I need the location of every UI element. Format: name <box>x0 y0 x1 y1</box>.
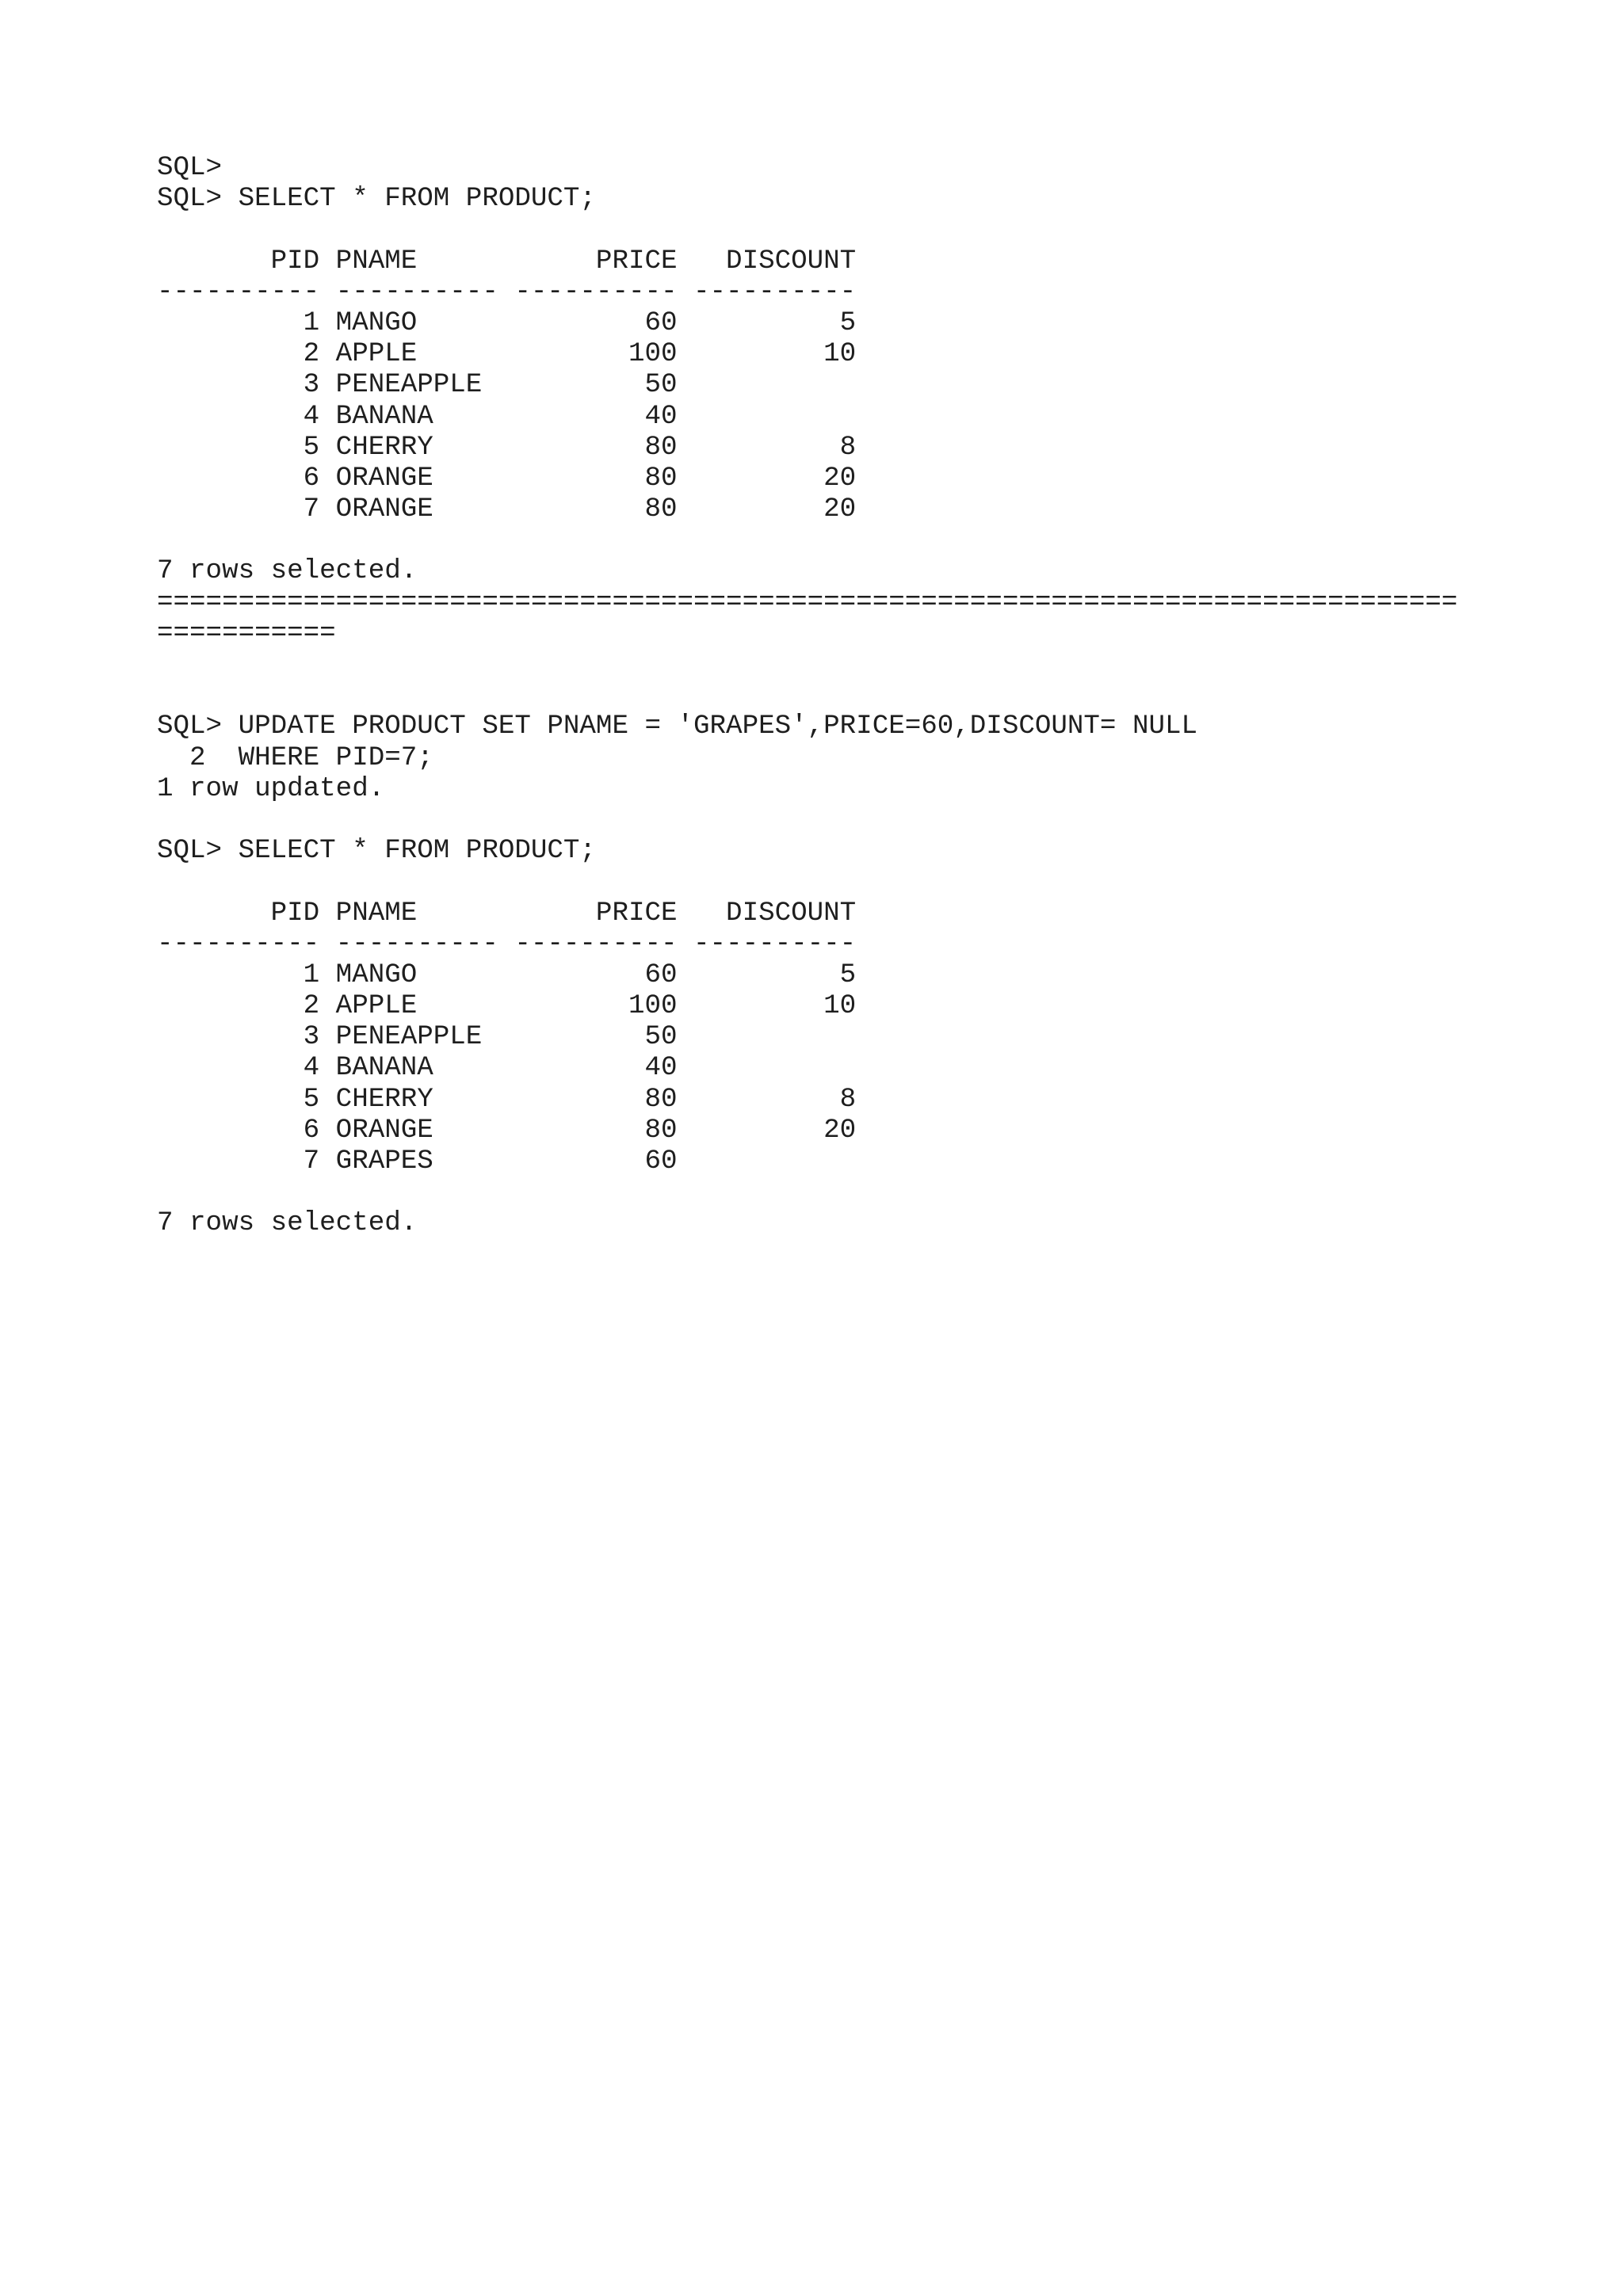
update-where-line: 2 WHERE PID=7; <box>157 742 433 773</box>
blank-line <box>157 525 1583 556</box>
table-row: 6 ORANGE 80 20 <box>157 463 857 494</box>
table-row: 3 PENEAPPLE 50 <box>157 1022 678 1053</box>
table-header-line: PID PNAME PRICE DISCOUNT <box>157 898 857 929</box>
table-row: 6 ORANGE 80 20 <box>157 1115 857 1146</box>
table-row: 2 APPLE 100 10 <box>157 991 857 1022</box>
table-header-line: PID PNAME PRICE DISCOUNT <box>157 246 857 277</box>
blank-line <box>157 1177 1583 1208</box>
divider-line-continued: =========== <box>157 618 336 649</box>
select-command-line: SQL> SELECT * FROM PRODUCT; <box>157 836 596 867</box>
table-row: 3 PENEAPPLE 50 <box>157 370 678 401</box>
table-separator-line: ---------- ---------- ---------- ---------- <box>157 277 857 307</box>
divider-line: ================================================================================ <box>157 587 1458 618</box>
sql-output-document <box>157 153 1583 1240</box>
table-separator-line: ---------- ---------- ---------- ---------- <box>157 929 857 959</box>
update-command-line: SQL> UPDATE PRODUCT SET PNAME = 'GRAPES',PRICE=60,DISCOUNT= NULL <box>157 711 1198 742</box>
table-row: 2 APPLE 100 10 <box>157 339 857 370</box>
rows-selected-line: 7 rows selected. <box>157 1208 418 1239</box>
table-row: 4 BANANA 40 <box>157 401 678 432</box>
table-row: 4 BANANA 40 <box>157 1053 678 1084</box>
blank-line <box>157 650 1583 681</box>
table-row: 1 MANGO 60 5 <box>157 307 857 338</box>
table-row: 5 CHERRY 80 8 <box>157 1084 857 1115</box>
table-row: 7 ORANGE 80 20 <box>157 494 857 525</box>
blank-line <box>157 681 1583 711</box>
table-row: 7 GRAPES 60 <box>157 1146 678 1177</box>
rows-selected-line: 7 rows selected. <box>157 556 418 587</box>
table-row: 1 MANGO 60 5 <box>157 959 857 990</box>
row-updated-line: 1 row updated. <box>157 773 385 804</box>
blank-line <box>157 805 1583 836</box>
blank-line <box>157 867 1583 898</box>
prompt-line: SQL> <box>157 153 223 183</box>
table-row: 5 CHERRY 80 8 <box>157 432 857 463</box>
blank-line <box>157 215 1583 246</box>
select-command-line: SQL> SELECT * FROM PRODUCT; <box>157 184 596 215</box>
